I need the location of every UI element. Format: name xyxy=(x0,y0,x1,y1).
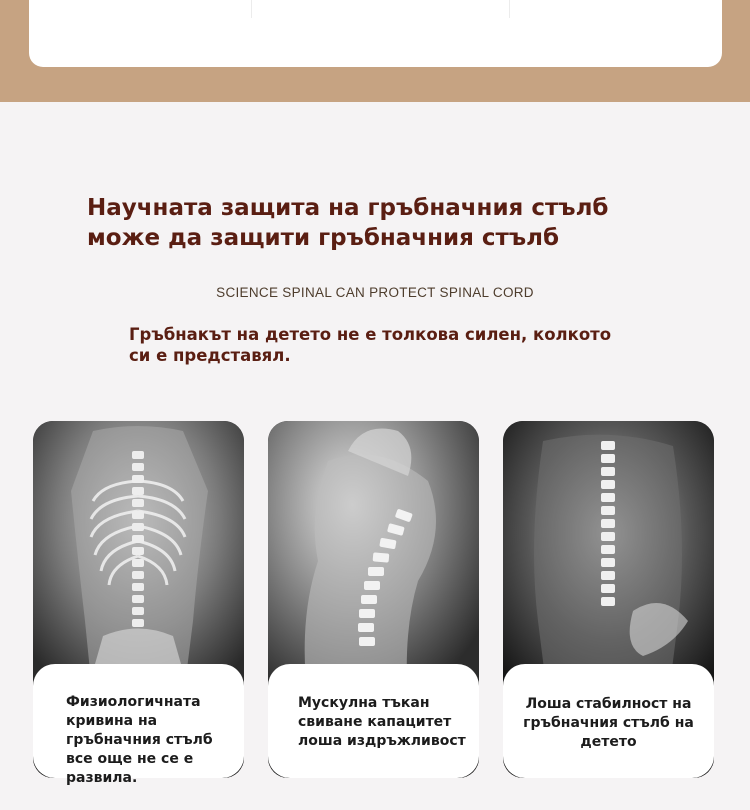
side-xray-image xyxy=(268,421,479,701)
caption-box-1 xyxy=(33,664,244,786)
intro-text xyxy=(129,324,629,366)
caption-box-2 xyxy=(268,664,479,778)
caption-1-line: гръбначния стълб xyxy=(66,732,213,748)
section-title xyxy=(87,193,687,253)
feature-divider xyxy=(509,0,510,18)
caption-1 xyxy=(66,693,213,788)
feature-card xyxy=(29,0,722,67)
hand-back-xray-image xyxy=(503,421,714,701)
caption-3-line: Лоша стабилност на xyxy=(525,696,692,712)
section-title-line1: Научната защита на гръбначния стълб xyxy=(87,195,609,221)
caption-1-line: все още не се е xyxy=(66,751,194,767)
caption-box-3 xyxy=(503,664,714,778)
caption-2-line: свиване капацитет xyxy=(298,714,452,730)
caption-3 xyxy=(503,695,714,752)
intro-line2: си е представял. xyxy=(129,346,291,365)
caption-1-line: кривина на xyxy=(66,713,158,729)
caption-2-line: Мускулна тъкан xyxy=(298,695,430,711)
caption-3-line: детето xyxy=(580,734,637,750)
caption-3-line: гръбначния стълб на xyxy=(523,715,694,731)
intro-line1: Гръбнакът на детето не е толкова силен, колкото xyxy=(129,325,612,344)
caption-1-line: Физиологичната xyxy=(66,694,201,710)
section-subtitle: SCIENCE SPINAL CAN PROTECT SPINAL CORD xyxy=(216,285,534,300)
caption-2 xyxy=(298,694,466,751)
back-xray-image xyxy=(33,421,244,701)
feature-divider xyxy=(251,0,252,18)
section-title-line2: може да защити гръбначния стълб xyxy=(87,225,560,251)
caption-2-line: лоша издръжливост xyxy=(298,733,466,749)
caption-1-line: развила. xyxy=(66,770,138,786)
